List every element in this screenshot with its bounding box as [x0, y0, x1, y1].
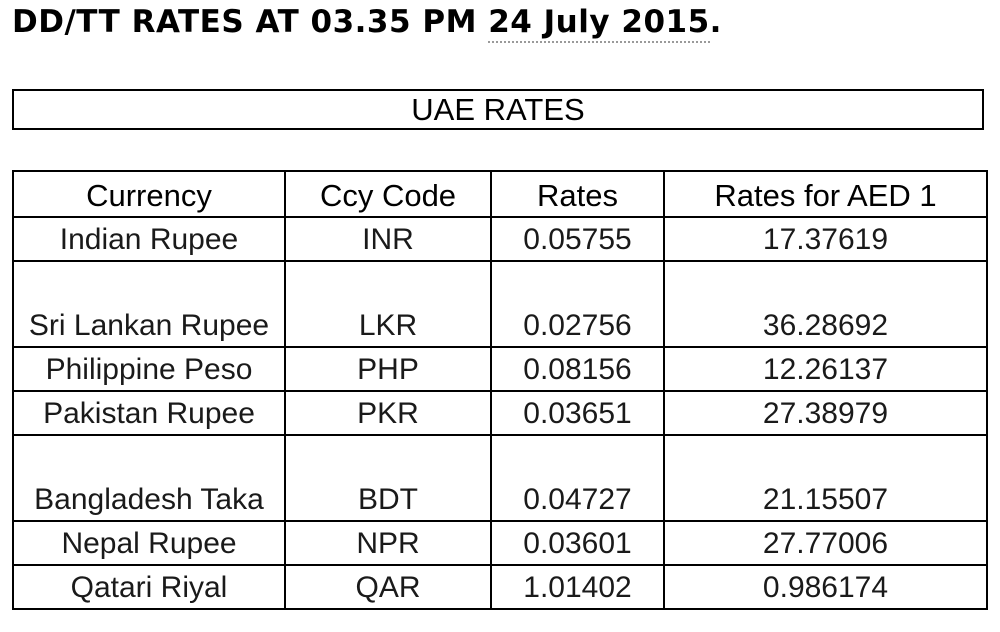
- cell-currency: Qatari Riyal: [13, 565, 285, 609]
- title-suffix: .: [709, 4, 722, 40]
- table-row: [13, 435, 987, 521]
- page-title: [12, 4, 722, 40]
- cell-aed: 36.28692: [664, 261, 987, 347]
- table-row: [13, 565, 987, 609]
- table-row: [13, 261, 987, 347]
- cell-code: NPR: [285, 521, 491, 565]
- cell-currency: Philippine Peso: [13, 347, 285, 391]
- cell-currency: Indian Rupee: [13, 217, 285, 261]
- cell-rate: 0.04727: [491, 435, 664, 521]
- cell-rate: 0.02756: [491, 261, 664, 347]
- region-banner: UAE RATES: [12, 89, 984, 130]
- cell-code: QAR: [285, 565, 491, 609]
- cell-code: PHP: [285, 347, 491, 391]
- cell-rate: 0.03601: [491, 521, 664, 565]
- header-rates-aed: Rates for AED 1: [664, 171, 987, 217]
- header-currency: Currency: [13, 171, 285, 217]
- cell-currency: Pakistan Rupee: [13, 391, 285, 435]
- cell-rate: 1.01402: [491, 565, 664, 609]
- cell-rate: 0.05755: [491, 217, 664, 261]
- cell-currency: Bangladesh Taka: [13, 435, 285, 521]
- title-prefix: DD/TT RATES AT 03.35 PM: [12, 4, 489, 40]
- cell-code: LKR: [285, 261, 491, 347]
- cell-aed: 27.38979: [664, 391, 987, 435]
- header-ccy-code: Ccy Code: [285, 171, 491, 217]
- cell-aed: 12.26137: [664, 347, 987, 391]
- cell-aed: 17.37619: [664, 217, 987, 261]
- cell-currency: Nepal Rupee: [13, 521, 285, 565]
- table-header-row: [13, 171, 987, 217]
- cell-code: BDT: [285, 435, 491, 521]
- table-row: [13, 347, 987, 391]
- cell-code: PKR: [285, 391, 491, 435]
- table-row: [13, 391, 987, 435]
- header-rates: Rates: [491, 171, 664, 217]
- cell-aed: 0.986174: [664, 565, 987, 609]
- rates-table: [12, 170, 988, 610]
- table-row: [13, 521, 987, 565]
- cell-rate: 0.08156: [491, 347, 664, 391]
- title-date: 24 July 2015: [488, 4, 709, 43]
- cell-rate: 0.03651: [491, 391, 664, 435]
- cell-aed: 27.77006: [664, 521, 987, 565]
- cell-code: INR: [285, 217, 491, 261]
- table-row: [13, 217, 987, 261]
- cell-aed: 21.15507: [664, 435, 987, 521]
- cell-currency: Sri Lankan Rupee: [13, 261, 285, 347]
